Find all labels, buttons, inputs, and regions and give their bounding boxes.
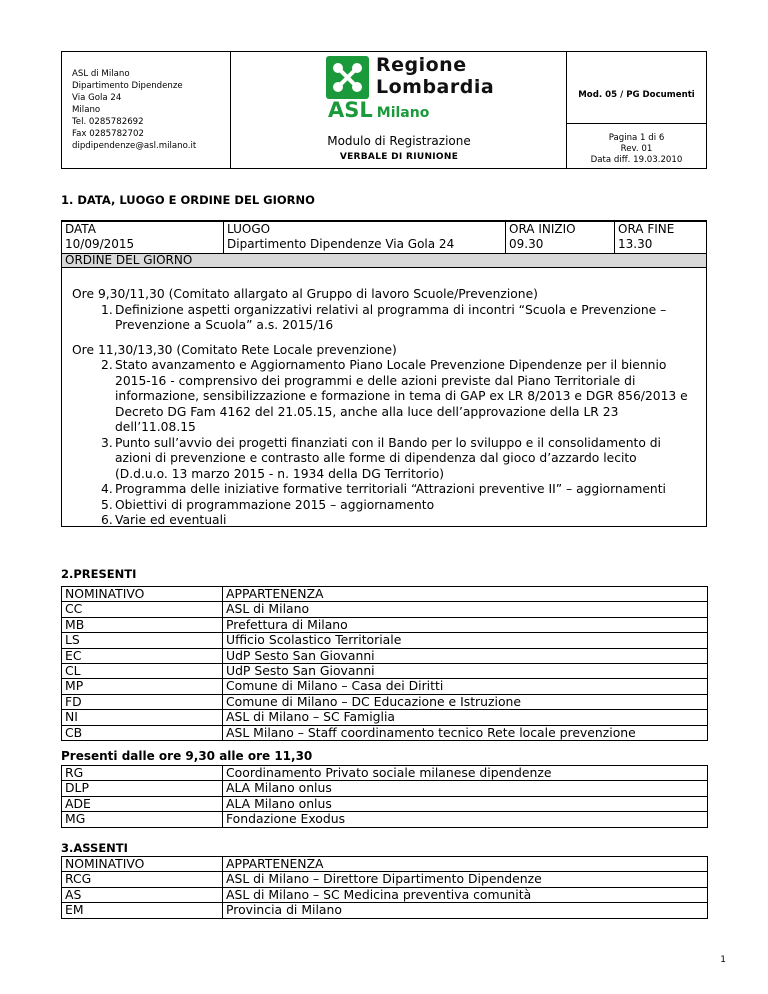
- asl-milano-logo: [328, 98, 429, 122]
- org-address: [62, 52, 231, 168]
- data-label: DATA: [65, 222, 96, 236]
- regione-lombardia-logo: [231, 52, 567, 124]
- mod-code: Mod. 05 / PG Documenti: [567, 52, 706, 124]
- agenda-item: 1. Definizione aspetti organizzativi relativi al programma di incontri “Scuola e Prevenzione – Prevenzione a Scuola” a.s. 2015/16: [101, 302, 667, 332]
- assenti-table: [61, 856, 708, 919]
- table-row: CL UdP Sesto San Giovanni: [62, 663, 708, 678]
- col-appartenenza: APPARTENENZA: [223, 857, 708, 872]
- revision: Rev. 01: [620, 144, 653, 154]
- asl-label: ASL: [328, 98, 373, 122]
- ora-fine-label: ORA FINE: [618, 222, 675, 236]
- col-appartenenza: APPARTENENZA: [223, 587, 708, 602]
- table-row: MB Prefettura di Milano: [62, 617, 708, 632]
- odg-label: ORDINE DEL GIORNO: [65, 253, 193, 267]
- table-row: LS Ufficio Scolastico Territoriale: [62, 633, 708, 648]
- agenda-content: [72, 287, 697, 529]
- ora-inizio-label: ORA INIZIO: [509, 222, 576, 236]
- table-row: CB ASL Milano – Staff coordinamento tecnico Rete locale prevenzione: [62, 725, 708, 740]
- block2-intro: Ore 11,30/13,30 (Comitato Rete Locale prevenzione): [72, 342, 397, 357]
- module-subtitle: VERBALE DI RIUNIONE: [339, 152, 459, 162]
- document-header: [61, 51, 707, 169]
- logo-cell: [231, 52, 567, 168]
- col-nominativo: NOMINATIVO: [62, 587, 223, 602]
- block1-intro: Ore 9,30/11,30 (Comitato allargato al Gruppo di lavoro Scuole/Prevenzione): [72, 287, 538, 301]
- agenda-item: 3. Punto sull’avvio dei progetti finanziati con il Bando per lo sviluppo e il consolidamento di azioni di prevenzione e contrasto alle forme di dipendenza dal gioco d’azzardo lecito (D.d.u.o. 13 marzo 2015 - n. 1934 della DG Territorio): [101, 435, 661, 481]
- page-number: 1: [720, 955, 726, 965]
- agenda-item: 2. Stato avanzamento e Aggiornamento Piano Locale Prevenzione Dipendenze per il biennio 2015-16 - comprensivo dei programmi e delle azioni previste dal Piano Territoriale di informazione, sensibilizzazione e formazione in tema di GAP ex LR 8/2013 e DGR 856/2013 e Decreto DG Fam 4162 del 21.05.15, anche alla luce dell’approvazione della LR 23 dell’11.08.15: [101, 358, 688, 434]
- table-row: MP Comune di Milano – Casa dei Diritti: [62, 679, 708, 694]
- data-value: 10/09/2015: [65, 237, 135, 251]
- module-title: Modulo di Registrazione: [327, 134, 471, 148]
- section-2-title: 2.PRESENTI: [61, 567, 137, 581]
- table-row: EC UdP Sesto San Giovanni: [62, 648, 708, 663]
- block2-list: [72, 358, 697, 529]
- logo-regione: Regione: [376, 54, 467, 76]
- table-header-row: [62, 857, 708, 872]
- logo-lombardia: Lombardia: [376, 76, 495, 98]
- presenti-table: [61, 586, 708, 741]
- table-row: EM Provincia di Milano: [62, 903, 708, 918]
- org-line: Dipartimento Dipendenze: [72, 81, 183, 91]
- table-row: CC ASL di Milano: [62, 602, 708, 617]
- org-line: Milano: [72, 105, 101, 115]
- org-line: Fax 0285782702: [72, 129, 144, 139]
- module-title-cell: [231, 124, 567, 168]
- org-line: Tel. 0285782692: [72, 117, 144, 127]
- agenda-item: 6. Varie ed eventuali: [101, 513, 227, 527]
- table-row: RCG ASL di Milano – Direttore Dipartimento Dipendenze: [62, 872, 708, 887]
- page-info: Pagina 1 di 6: [608, 133, 665, 143]
- section-3-title: 3.ASSENTI: [61, 841, 128, 855]
- table-row: NI ASL di Milano – SC Famiglia: [62, 710, 708, 725]
- org-line: Via Gola 24: [72, 93, 122, 103]
- col-nominativo: NOMINATIVO: [62, 857, 223, 872]
- doc-meta-cell: [567, 52, 706, 168]
- org-email: dipdipendenze@asl.milano.it: [72, 141, 197, 151]
- ora-inizio-value: 09.30: [509, 237, 544, 251]
- table-row: DLP ALA Milano onlus: [62, 781, 708, 796]
- luogo-value: Dipartimento Dipendenze Via Gola 24: [227, 237, 455, 251]
- partial-attendance-title: Presenti dalle ore 9,30 alle ore 11,30: [61, 749, 313, 763]
- table-row: MG Fondazione Exodus: [62, 812, 708, 827]
- presenti-partial-table: [61, 765, 708, 828]
- block1-list: [72, 303, 697, 334]
- org-line: ASL di Milano: [72, 69, 130, 79]
- table-header-row: [62, 587, 708, 602]
- table-row: RG Coordinamento Privato sociale milanese dipendenze: [62, 766, 708, 781]
- table-row: AS ASL di Milano – SC Medicina preventiva comunità: [62, 887, 708, 902]
- regione-rose-icon: [326, 56, 369, 99]
- section-1-title: 1. DATA, LUOGO E ORDINE DEL GIORNO: [61, 193, 315, 207]
- luogo-label: LUOGO: [227, 222, 271, 236]
- agenda-item: 4. Programma delle iniziative formative territoriali “Attrazioni preventive II” – aggiornamenti: [101, 482, 666, 496]
- milano-label: Milano: [376, 105, 430, 121]
- ora-fine-value: 13.30: [618, 237, 653, 251]
- date-diff: Data diff. 19.03.2010: [590, 155, 683, 165]
- agenda-item: 5. Obiettivi di programmazione 2015 – aggiornamento: [101, 497, 435, 512]
- page-meta: [567, 124, 706, 168]
- agenda-box: [61, 220, 707, 527]
- table-row: FD Comune di Milano – DC Educazione e Istruzione: [62, 694, 708, 709]
- table-row: ADE ALA Milano onlus: [62, 796, 708, 811]
